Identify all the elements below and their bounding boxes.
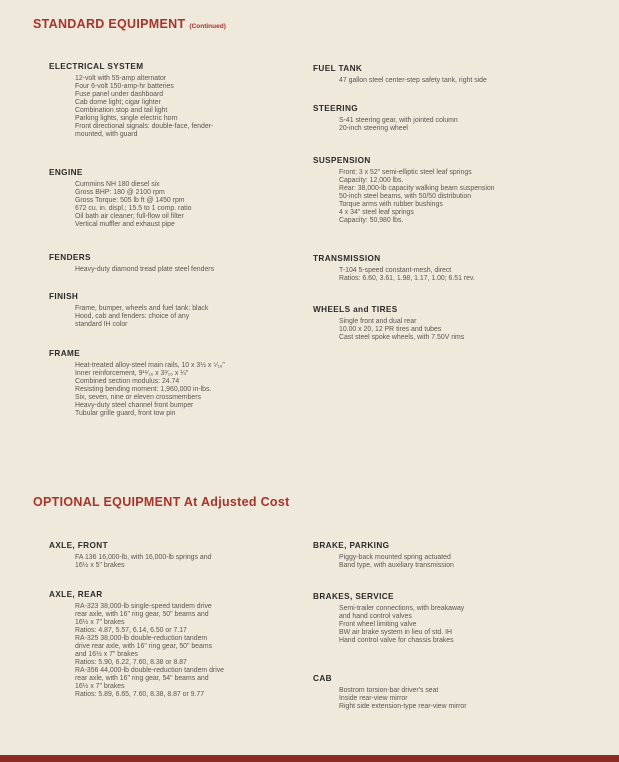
spec-line: RA-323 38,000-lb single-speed tandem drive	[75, 603, 212, 610]
spec-line: Semi-trailer connections, with breakaway	[339, 605, 465, 612]
optional-equipment-title: OPTIONAL EQUIPMENT At Adjusted Cost	[33, 495, 290, 509]
spec-line: Gross Torque: 505 lb ft @ 1450 rpm	[75, 197, 185, 204]
spec-line: Resisting bending moment: 1,960,000 in-lbs.	[75, 386, 212, 393]
std-section-steering	[313, 104, 458, 133]
std-section-suspension	[313, 156, 495, 225]
spec-line: T-104 5-speed constant-mesh, direct	[339, 267, 452, 274]
spec-line: Front: 3 x 52" semi-elliptic steel leaf springs	[339, 169, 472, 176]
spec-line: Frame, bumper, wheels and fuel tank: black	[75, 305, 209, 312]
spec-line: Four 6-volt 150-amp-hr batteries	[75, 83, 174, 90]
spec-line: 16½ x 5" brakes	[75, 562, 125, 569]
std-section-wheels-tires	[313, 305, 464, 342]
std-section-frame	[49, 349, 225, 418]
section-heading: BRAKE, PARKING	[313, 541, 390, 550]
spec-line: Ratios: 5.89, 6.65, 7.60, 8.38, 8.87 or 9.77	[75, 691, 205, 698]
section-heading: BRAKES, SERVICE	[313, 592, 394, 601]
spec-line: rear axle, with 16" ring gear, 54" beams and	[75, 675, 209, 682]
std-section-engine	[49, 168, 191, 229]
spec-line: Torque arms with rubber bushings	[339, 201, 443, 208]
spec-line: Band type, with auxiliary transmission	[339, 562, 454, 569]
section-heading: ENGINE	[49, 168, 83, 177]
opt-section-brakes-service	[313, 592, 464, 645]
spec-line: Bostrom torsion-bar driver's seat	[339, 687, 439, 694]
spec-line: Hand control valve for chassis brakes	[339, 637, 454, 644]
section-heading: TRANSMISSION	[313, 254, 381, 263]
standard-equipment-title	[33, 17, 226, 31]
spec-line: Tubular grille guard, front tow pin	[75, 410, 176, 417]
spec-line: 50-inch steel beams, with 50/50 distribution	[339, 193, 472, 200]
section-heading: FRAME	[49, 349, 81, 358]
spec-line: Heavy-duty diamond tread plate steel fenders	[75, 266, 215, 273]
spec-line: BW air brake system in lieu of std. IH	[339, 629, 452, 636]
spec-line: Parking lights, single electric horn	[75, 115, 178, 122]
spec-line: and hand control valves	[339, 613, 412, 620]
section-heading: FUEL TANK	[313, 64, 363, 73]
spec-line: Combination stop and tail light	[75, 107, 168, 114]
standard-subtitle: (Continued)	[189, 23, 226, 30]
spec-line: Front wheel limiting valve	[339, 621, 417, 628]
standard-title-text: STANDARD EQUIPMENT	[33, 17, 186, 31]
spec-line: RA-356 44,000-lb double-reduction tandem drive	[75, 667, 225, 674]
spec-line: Capacity: 50,980 lbs.	[339, 217, 404, 224]
spec-line: 47 gallon steel center-step safety tank, right side	[339, 77, 487, 84]
spec-line: and 16½ x 7" brakes	[75, 651, 138, 658]
spec-line: 4 x 34" steel leaf springs	[339, 209, 414, 216]
spec-line: 672 cu. in. displ.; 15.5 to 1 comp. ratio	[75, 205, 192, 212]
section-heading: AXLE, FRONT	[49, 541, 108, 550]
std-section-electrical	[49, 62, 213, 139]
spec-line: Ratios: 4.87, 5.57, 6.14, 6.50 or 7.17	[75, 627, 187, 634]
spec-line: Combined section modulus: 24.74	[75, 378, 180, 385]
section-heading: FINISH	[49, 292, 79, 301]
section-heading: STEERING	[313, 104, 359, 113]
spec-line: Vertical muffler and exhaust pipe	[75, 221, 175, 228]
section-heading: WHEELS and TIRES	[313, 305, 398, 314]
section-heading: FENDERS	[49, 253, 91, 262]
opt-section-brake-parking	[313, 541, 454, 570]
spec-line: 10.00 x 20, 12 PR tires and tubes	[339, 326, 442, 333]
spec-line: 16½ x 7" brakes	[75, 619, 125, 626]
spec-line: rear axle, with 16" ring gear, 50" beams and	[75, 611, 209, 618]
std-section-finish	[49, 292, 208, 329]
spec-line: Piggy-back mounted spring actuated	[339, 554, 451, 561]
section-heading: CAB	[313, 674, 332, 683]
spec-line: 20-inch steering wheel	[339, 125, 408, 132]
spec-line: RA-325 38,000-lb double-reduction tandem	[75, 635, 208, 642]
spec-line: Inner reinforcement, 9¹¹⁄₁₆ x 3³⁄₁₆ x ¼"	[75, 370, 189, 377]
spec-line: Heat-treated alloy-steel main rails, 10 x 3½ x ⁵⁄₁₆"	[75, 362, 225, 369]
spec-line: Inside rear-view mirror	[339, 695, 408, 702]
opt-section-axle-front	[49, 541, 211, 570]
spec-line: drive rear axle, with 16" ring gear, 50" beams	[75, 643, 213, 650]
std-section-transmission	[313, 254, 475, 283]
spec-line: Oil bath air cleaner; full-flow oil filter	[75, 213, 184, 220]
spec-line: Cab dome light; cigar lighter	[75, 99, 161, 106]
spec-line: Rear: 38,000-lb capacity walking beam suspension	[339, 185, 495, 192]
spec-line: Ratios: 5.90, 6.22, 7.60, 8.38 or 8.87	[75, 659, 187, 666]
spec-line: Single front and dual rear	[339, 318, 417, 325]
spec-line: Right side extension-type rear-view mirror	[339, 703, 467, 710]
spec-line: mounted, with guard	[75, 131, 138, 138]
spec-line: FA 136 16,000-lb, with 16,000-lb springs and	[75, 554, 212, 561]
spec-line: Front directional signals: double-face, fender-	[75, 123, 214, 130]
opt-section-axle-rear	[49, 590, 224, 699]
spec-line: Capacity: 12,000 lbs.	[339, 177, 404, 184]
spec-line: Gross BHP: 180 @ 2100 rpm	[75, 189, 165, 196]
spec-line: Cummins NH 180 diesel six	[75, 181, 160, 188]
spec-line: Hood, cab and fenders: choice of any	[75, 313, 190, 320]
section-heading: SUSPENSION	[313, 156, 371, 165]
section-heading: ELECTRICAL SYSTEM	[49, 62, 144, 71]
section-heading: AXLE, REAR	[49, 590, 103, 599]
spec-line: S-41 steering gear, with jointed column	[339, 117, 458, 124]
spec-line: Six, seven, nine or eleven crossmembers	[75, 394, 201, 401]
spec-line: standard IH color	[75, 321, 128, 328]
spec-line: Cast steel spoke wheels, with 7.50V rims	[339, 334, 465, 341]
std-section-fenders	[49, 253, 214, 274]
spec-line: Fuse panel under dashboard	[75, 91, 164, 98]
bottom-color-strip	[0, 755, 619, 762]
spec-line: Heavy-duty steel channel front bumper	[75, 402, 194, 409]
spec-line: Ratios: 6.60, 3.61, 1.98, 1.17, 1.00; 6.51 rev.	[339, 275, 475, 282]
spec-line: 16½ x 7" brakes	[75, 683, 125, 690]
opt-section-cab	[313, 674, 467, 711]
std-section-fuel-tank	[313, 64, 487, 85]
spec-line: 12-volt with 55-amp alternator	[75, 75, 167, 82]
